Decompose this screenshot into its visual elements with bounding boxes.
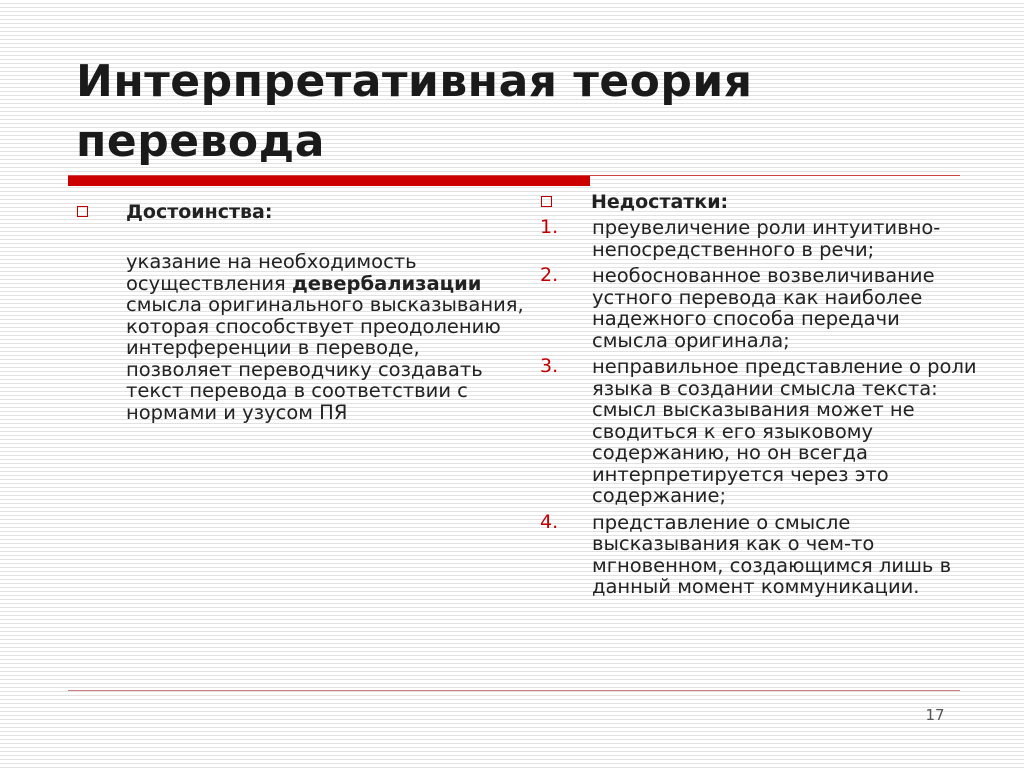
list-item-text: необоснованное возвеличивание устного перевода как наиболее надежного способа передачи смысла оригинала; (592, 264, 935, 352)
list-item (540, 512, 980, 598)
square-bullet-icon (541, 196, 552, 207)
slide-title (76, 52, 976, 172)
list-item-number: 1. (540, 216, 559, 238)
list-item-number: 4. (540, 510, 559, 533)
title-line-1: Интерпретативная теория (76, 56, 753, 107)
footer-divider (68, 690, 960, 691)
list-item (540, 265, 980, 351)
advantages-heading: Достоинства: (126, 201, 273, 223)
page-number: 17 (925, 706, 945, 724)
advantages-text-start: указание на необходимость осуществления (126, 250, 417, 295)
square-bullet-icon (77, 206, 88, 217)
list-item-number: 3. (540, 355, 559, 377)
list-item (540, 356, 980, 507)
list-item-text: неправильное представление о роли языка в создании смысла текста: смысл высказывания может не сводиться к его языковому содержанию, но он всегда интерпретируется через это содержание; (592, 355, 977, 507)
list-item (540, 217, 980, 260)
disadvantages-list (540, 217, 980, 603)
disadvantages-heading: Недостатки: (591, 191, 729, 213)
advantages-text (126, 251, 526, 423)
list-item-number: 2. (540, 264, 559, 286)
title-line-2: перевода (76, 116, 325, 167)
list-item-text: представление о смысле высказывания как о чем-то мгновенном, создающимся лишь в данный момент коммуникации. (592, 510, 952, 598)
advantages-text-end: смысла оригинального высказывания, которая способствует преодолению интерференции в переводе, позволяет переводчику создавать текст перевода в соответствии с нормами и узусом ПЯ (126, 293, 524, 424)
title-divider-thick (68, 176, 590, 186)
list-item-text: преувеличение роли интуитивно-непосредственного в речи; (592, 216, 941, 261)
advantages-text-bold-term: девербализации (291, 271, 482, 295)
